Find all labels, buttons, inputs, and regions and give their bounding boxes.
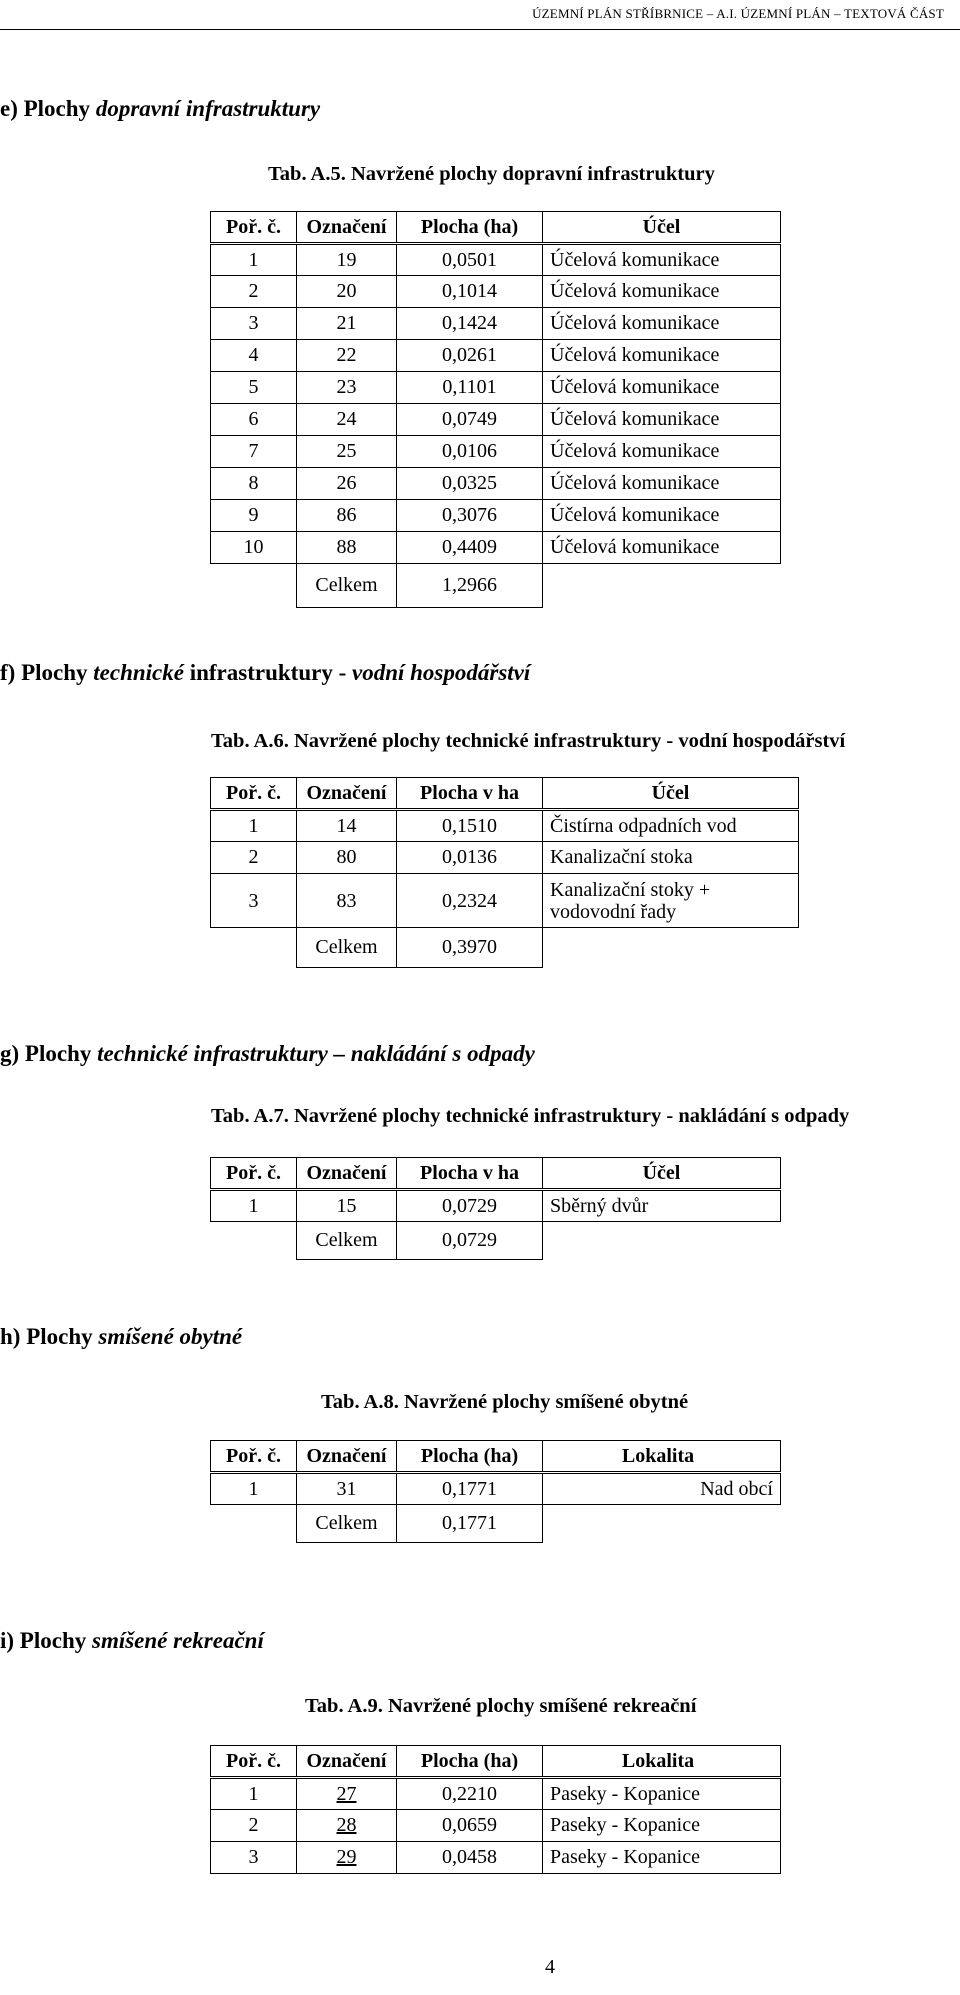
table-row (211, 1842, 781, 1874)
section-heading-e (0, 96, 320, 122)
table-header-row (211, 1441, 781, 1473)
page-header (0, 4, 960, 30)
total-label: Celkem (297, 928, 397, 968)
cell: 21 (297, 308, 397, 340)
cell: 6 (211, 404, 297, 436)
header-cell: Označení (297, 1158, 397, 1190)
table-a7 (210, 1157, 781, 1260)
empty-cell (543, 564, 781, 608)
cell: 0,1014 (397, 276, 543, 308)
cell: 0,0106 (397, 436, 543, 468)
section-heading-f (0, 660, 530, 686)
cell: 9 (211, 500, 297, 532)
cell: Kanalizační stoky + vodovodní řady (543, 874, 799, 928)
cell: 83 (297, 874, 397, 928)
cell: 0,0136 (397, 842, 543, 874)
table-row (211, 874, 799, 928)
table-a9-caption: Tab. A.9. Navržené plochy smíšené rekreační (305, 1695, 697, 1717)
cell: Sběrný dvůr (543, 1190, 781, 1222)
cell: 15 (297, 1190, 397, 1222)
cell: 0,0261 (397, 340, 543, 372)
table-row (211, 1778, 781, 1810)
cell: 19 (297, 244, 397, 276)
header-cell: Plocha (ha) (397, 1441, 543, 1473)
header-cell: Plocha v ha (397, 778, 543, 810)
cell: 0,0458 (397, 1842, 543, 1874)
cell: 0,0729 (397, 1190, 543, 1222)
cell: 86 (297, 500, 397, 532)
section-heading-h (0, 1324, 242, 1350)
cell: 3 (211, 874, 297, 928)
cell: 14 (297, 810, 397, 842)
cell: 88 (297, 532, 397, 564)
total-value: 0,3970 (397, 928, 543, 968)
cell: 7 (211, 436, 297, 468)
table-a7-caption: Tab. A.7. Navržené plochy technické infrastruktury - nakládání s odpady (211, 1105, 850, 1127)
cell: 0,3076 (397, 500, 543, 532)
cell: 29 (297, 1842, 397, 1874)
cell: Účelová komunikace (543, 372, 781, 404)
cell: 8 (211, 468, 297, 500)
header-cell: Poř. č. (211, 1746, 297, 1778)
section-f-italic: technické (93, 660, 184, 685)
table-row (211, 1810, 781, 1842)
table-header-row (211, 1158, 781, 1190)
header-cell: Lokalita (543, 1441, 781, 1473)
cell: 1 (211, 244, 297, 276)
cell: Účelová komunikace (543, 468, 781, 500)
section-f-middle: infrastruktury - (183, 660, 352, 685)
total-label: Celkem (297, 564, 397, 608)
cell: Účelová komunikace (543, 500, 781, 532)
header-cell: Účel (543, 212, 781, 244)
section-heading-i (0, 1628, 264, 1654)
cell: 0,0659 (397, 1810, 543, 1842)
empty-cell (543, 1505, 781, 1543)
header-cell: Poř. č. (211, 1441, 297, 1473)
table-a6 (210, 777, 799, 968)
header-cell: Označení (297, 1441, 397, 1473)
empty-cell (211, 564, 297, 608)
cell: 0,2324 (397, 874, 543, 928)
cell: 1 (211, 1190, 297, 1222)
header-cell: Lokalita (543, 1746, 781, 1778)
cell: 0,1510 (397, 810, 543, 842)
cell: Nad obcí (543, 1473, 781, 1505)
section-g-italic: technické infrastruktury – nakládání s odpady (97, 1041, 535, 1066)
table-row (211, 500, 781, 532)
cell: 25 (297, 436, 397, 468)
cell: 2 (211, 1810, 297, 1842)
cell: 3 (211, 1842, 297, 1874)
cell: 0,0501 (397, 244, 543, 276)
empty-cell (211, 1505, 297, 1543)
section-e-italic: dopravní infrastruktury (95, 96, 321, 121)
header-cell: Označení (297, 212, 397, 244)
section-i-prefix: i) Plochy (0, 1628, 92, 1653)
cell: 26 (297, 468, 397, 500)
empty-cell (211, 928, 297, 968)
cell: 27 (297, 1778, 397, 1810)
total-row (211, 928, 799, 968)
table-header-row (211, 778, 799, 810)
header-cell: Označení (297, 778, 397, 810)
cell: 0,4409 (397, 532, 543, 564)
header-text: ÚZEMNÍ PLÁN STŘÍBRNICE – A.I. ÚZEMNÍ PLÁN – TEXTOVÁ ČÁST (532, 6, 944, 21)
header-cell: Účel (543, 1158, 781, 1190)
empty-cell (543, 928, 799, 968)
cell: 4 (211, 340, 297, 372)
cell: 28 (297, 1810, 397, 1842)
cell: Paseky - Kopanice (543, 1778, 781, 1810)
header-cell: Plocha v ha (397, 1158, 543, 1190)
total-row (211, 1505, 781, 1543)
total-row (211, 564, 781, 608)
header-cell: Poř. č. (211, 778, 297, 810)
cell: 80 (297, 842, 397, 874)
table-a5-caption: Tab. A.5. Navržené plochy dopravní infrastruktury (268, 163, 715, 185)
table-a8-caption: Tab. A.8. Navržené plochy smíšené obytné (321, 1391, 689, 1413)
total-value: 0,1771 (397, 1505, 543, 1543)
cell: 0,0325 (397, 468, 543, 500)
cell: 0,1101 (397, 372, 543, 404)
cell: 0,1424 (397, 308, 543, 340)
section-h-italic: smíšené obytné (98, 1324, 243, 1349)
table-row (211, 276, 781, 308)
empty-cell (211, 1222, 297, 1260)
cell: 23 (297, 372, 397, 404)
cell: 3 (211, 308, 297, 340)
cell: Účelová komunikace (543, 276, 781, 308)
total-value: 0,0729 (397, 1222, 543, 1260)
table-row (211, 404, 781, 436)
section-e-prefix: e) Plochy (0, 96, 96, 121)
cell: 1 (211, 1473, 297, 1505)
table-row (211, 1473, 781, 1505)
cell: 0,0749 (397, 404, 543, 436)
cell: Účelová komunikace (543, 244, 781, 276)
header-cell: Označení (297, 1746, 397, 1778)
table-header-row (211, 1746, 781, 1778)
cell: Účelová komunikace (543, 436, 781, 468)
header-cell: Plocha (ha) (397, 212, 543, 244)
table-a6-caption: Tab. A.6. Navržené plochy technické infrastruktury - vodní hospodářství (211, 730, 846, 752)
cell: 0,2210 (397, 1778, 543, 1810)
table-a8 (210, 1440, 781, 1543)
header-cell: Poř. č. (211, 1158, 297, 1190)
table-row (211, 1190, 781, 1222)
cell: Paseky - Kopanice (543, 1842, 781, 1874)
total-value: 1,2966 (397, 564, 543, 608)
table-row (211, 532, 781, 564)
table-row (211, 340, 781, 372)
section-h-prefix: h) Plochy (0, 1324, 99, 1349)
table-header-row (211, 212, 781, 244)
table-row (211, 308, 781, 340)
cell: Účelová komunikace (543, 340, 781, 372)
page-number: 4 (545, 1956, 555, 1978)
section-f-italic2: vodní hospodářství (352, 660, 531, 685)
cell: Kanalizační stoka (543, 842, 799, 874)
table-row (211, 372, 781, 404)
table-a5 (210, 211, 781, 608)
cell: 31 (297, 1473, 397, 1505)
table-row (211, 436, 781, 468)
cell: 2 (211, 276, 297, 308)
cell: Paseky - Kopanice (543, 1810, 781, 1842)
section-heading-g (0, 1041, 535, 1067)
cell: 22 (297, 340, 397, 372)
total-label: Celkem (297, 1505, 397, 1543)
cell: 20 (297, 276, 397, 308)
table-a9 (210, 1745, 781, 1874)
table-row (211, 810, 799, 842)
cell: Účelová komunikace (543, 532, 781, 564)
table-row (211, 468, 781, 500)
cell: 5 (211, 372, 297, 404)
header-cell: Plocha (ha) (397, 1746, 543, 1778)
cell: Účelová komunikace (543, 404, 781, 436)
section-g-prefix: g) Plochy (0, 1041, 98, 1066)
total-row (211, 1222, 781, 1260)
section-i-italic: smíšené rekreační (92, 1628, 264, 1653)
header-cell: Účel (543, 778, 799, 810)
total-label: Celkem (297, 1222, 397, 1260)
cell: 2 (211, 842, 297, 874)
cell: 1 (211, 1778, 297, 1810)
table-row (211, 244, 781, 276)
cell: 10 (211, 532, 297, 564)
header-cell: Poř. č. (211, 212, 297, 244)
cell: 0,1771 (397, 1473, 543, 1505)
cell: Čistírna odpadních vod (543, 810, 799, 842)
cell: 24 (297, 404, 397, 436)
table-row (211, 842, 799, 874)
empty-cell (543, 1222, 781, 1260)
cell: Účelová komunikace (543, 308, 781, 340)
section-f-prefix: f) Plochy (0, 660, 94, 685)
cell: 1 (211, 810, 297, 842)
